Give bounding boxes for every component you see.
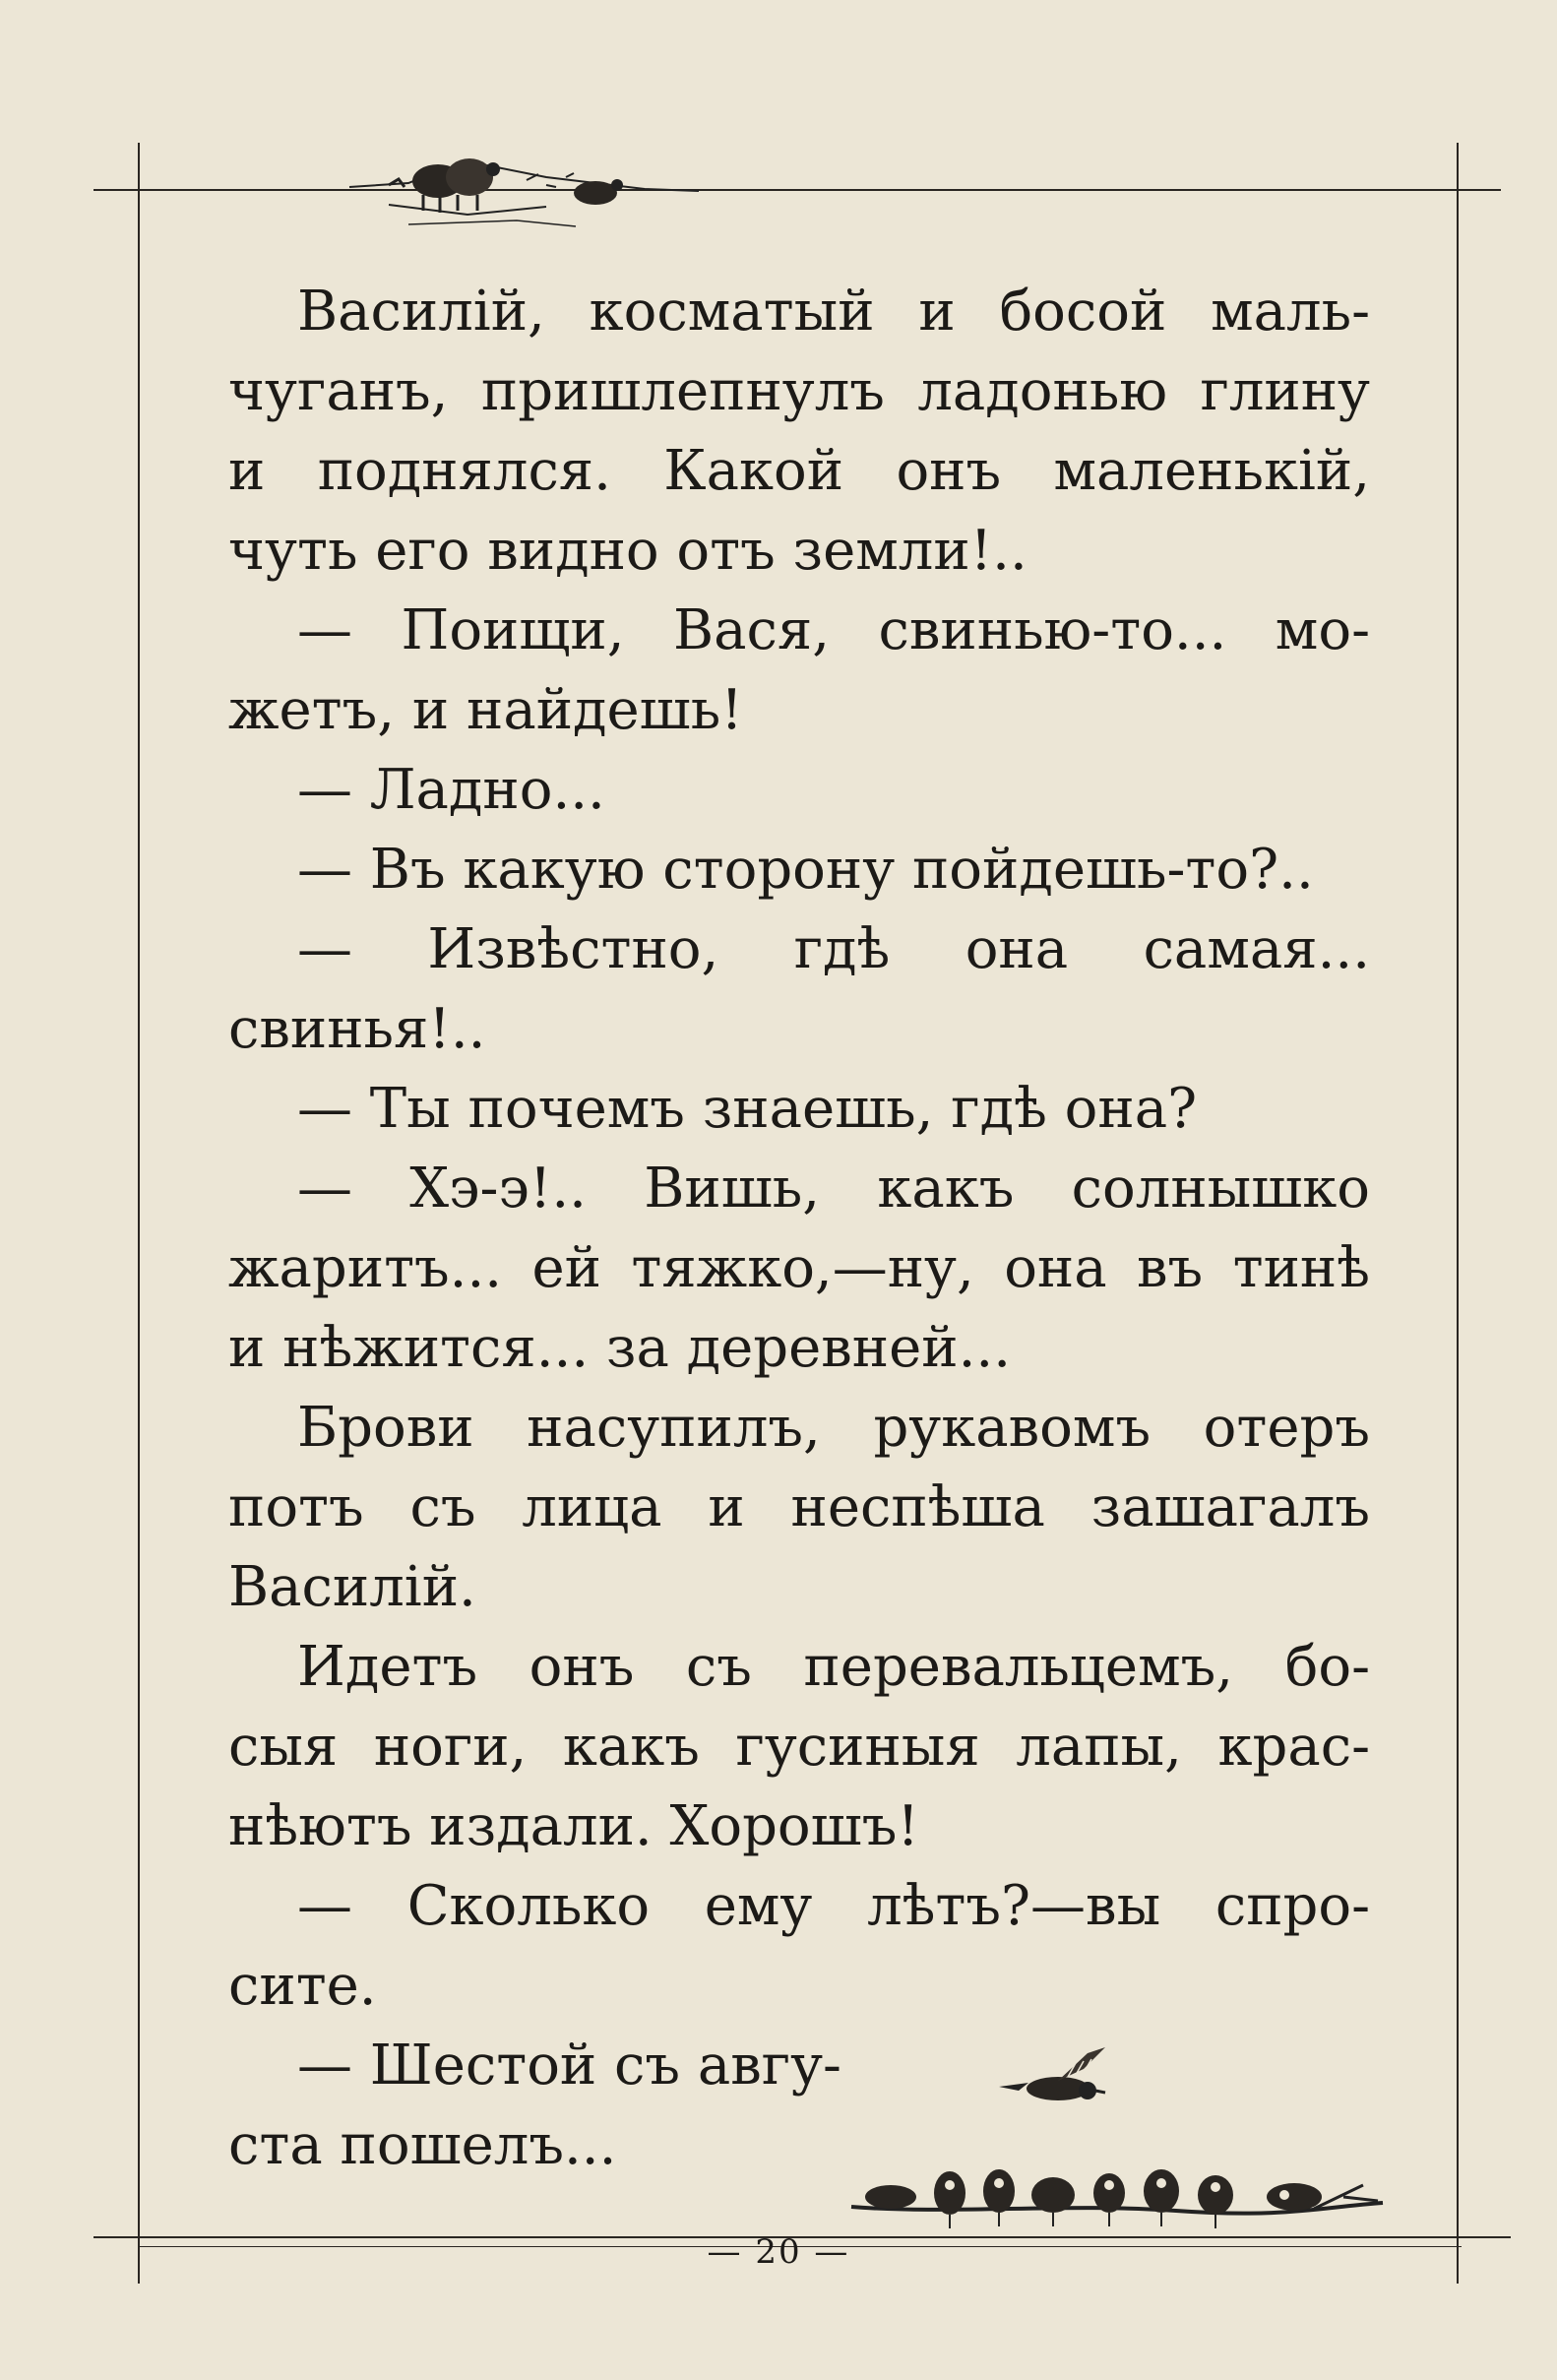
page-number: — 20 — [707,2232,850,2272]
text-line: — Сколько ему лѣтъ?—вы спро- [297,1874,1370,1938]
text-line: сите. [228,1954,377,2018]
text-line: чуганъ, пришлепнулъ ладонью глину [228,359,1370,423]
sheep-vignette-icon [349,126,704,234]
text-line: — Хэ-э!.. Вишь, какъ солнышко [297,1157,1370,1221]
text-line: нѣютъ издали. Хорошъ! [228,1794,919,1858]
text-line: сыя ноги, какъ гусиныя лапы, крас- [228,1715,1370,1779]
text-line: — Ты почемъ знаешь, гдѣ она? [297,1077,1198,1141]
text-line: ста пошелъ... [228,2113,617,2177]
text-line: — Въ какую сторону пойдешь-то?.. [297,838,1314,902]
text-line: и поднялся. Какой онъ маленькій, [228,439,1370,503]
right-rule [1457,143,1459,2284]
text-line: — Ладно... [297,758,605,822]
perched-birds-icon [851,2146,1383,2244]
text-line: — Шестой съ авгу- [297,2034,841,2098]
text-line: потъ съ лица и неспѣша зашагалъ [228,1475,1370,1539]
text-line: Василій, косматый и босой маль- [297,280,1370,344]
text-line: Василій. [228,1555,476,1619]
top-rule [93,189,1501,191]
text-line: — Поищи, Вася, свинью-то... мо- [297,598,1370,662]
flying-bird-icon [989,2047,1127,2126]
text-line: чуть его видно отъ земли!.. [228,519,1028,583]
text-line: жетъ, и найдешь! [228,678,743,742]
text-line: жаритъ... ей тяжко,—ну, она въ тинѣ [228,1236,1370,1300]
text-line: и нѣжится... за деревней... [228,1316,1011,1380]
text-line: — Извѣстно, гдѣ она самая... [297,917,1370,981]
page-text [228,272,1370,2185]
left-rule [138,143,140,2284]
text-line: Идетъ онъ съ перевальцемъ, бо- [297,1635,1370,1699]
text-line: Брови насупилъ, рукавомъ отеръ [297,1396,1370,1460]
text-line: свинья!.. [228,997,486,1061]
